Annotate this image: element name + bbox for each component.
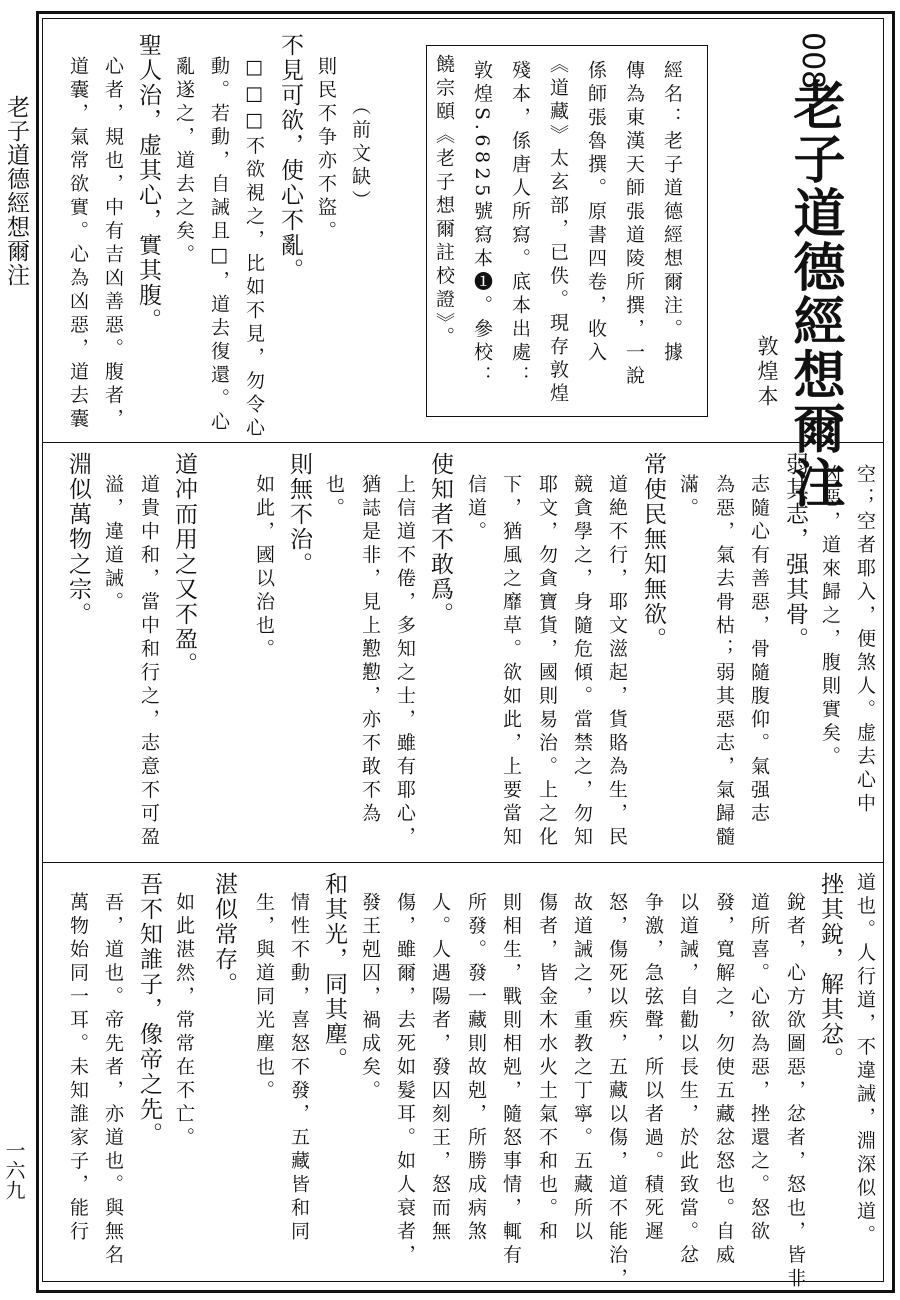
info-line-4: 殘本，係唐人所寫。底本出處： [509,60,531,389]
mid-col-20: 溢，違道誡。 [102,474,124,615]
top-col-5: 亂遂之，道去之矣。 [173,56,195,268]
bot-col-9: 傷者，皆金木水火土氣不和也。和 [536,892,558,1245]
info-line-5: 敦煌S.6825號寫本❶。參校： [471,60,493,389]
bot-col-8: 故道誡之，重教之丁寧。五藏所以 [571,892,593,1245]
bot-col-16: 情性不動，喜怒不發，五藏皆和同 [288,892,310,1245]
mid-col-18: 道冲而用之又不盈。 [171,452,197,677]
bot-col-20: 吾不知誰子，像帝之先。 [136,872,162,1147]
entry-number: 008 [795,32,830,90]
mid-col-2: 弱其志，强其骨。 [782,452,808,652]
mid-col-12: 使知者不敢爲。 [427,452,453,627]
bot-col-2: 銳者，心方欲圖惡，忿者，怒也，皆非 [784,892,806,1292]
info-line-2: 係師張魯撰。原書四卷，收入 [585,60,607,366]
bot-col-22: 萬物始同一耳。未知誰家子，能行 [67,892,89,1245]
bot-col-5: 以道誡，自勸以長生，於此致當。忿 [677,892,699,1268]
info-line-3: 《道藏》太玄部，已佚。現存敦煌 [547,54,569,407]
divider-top [42,442,883,443]
mid-col-7: 道絶不行，耶文滋起，貨賂為生，民 [606,474,628,850]
bot-col-21: 吾，道也。帝先者，亦道也。與無名 [102,892,124,1268]
bot-col-1: 挫其銳，解其忿。 [817,872,843,1072]
mid-col-14: 猶誌是非，見上懃懃，亦不敢不為 [359,474,381,827]
bot-col-15: 和其光，同其塵。 [321,872,347,1072]
top-col-0: （前文缺） [349,96,371,214]
mid-col-3: 志隨心有善惡，骨隨腹仰。氣强志 [748,474,770,827]
mid-col-9: 耶文，勿貪寶貨，國則易治。上之化 [536,474,558,850]
mid-col-17: 如此，國以治也。 [253,474,275,662]
bot-col-19: 如此湛然，常常在不亡。 [173,892,195,1151]
top-col-7: 心者，規也，中有吉凶善惡。腹者， [102,56,124,432]
mid-col-16: 則無不治。 [286,452,312,577]
info-line-0: 經名：老子道德經想爾注。據 [661,60,683,366]
top-col-1: 則民不争亦不盜。 [315,56,337,244]
top-col-4: 動。若動，自誡且□，道去復還。心 [208,56,230,435]
top-col-3: □□□不欲視之，比如不見，勿令心 [243,56,265,441]
mid-col-19: 道貴中和，當中和行之，志意不可盈 [138,474,160,850]
top-col-6: 聖人治，虚其心，實其腹。 [135,33,161,333]
page-title: 老子道德經想爾注 [784,78,844,510]
mid-col-11: 信道。 [465,474,487,545]
bot-col-18: 湛似常存。 [211,872,237,997]
info-line-6: 饒宗頤《老子想爾註校證》。 [433,54,455,350]
bot-col-12: 人。人遇陽者，發囚刻王，怒而無 [429,892,451,1245]
bot-col-3: 道所喜。心欲為惡，挫還之。怒欲 [748,892,770,1245]
bot-col-10: 則相生，戰則相剋，隨怒事情，輒有 [500,892,522,1268]
mid-col-1: 凶惡，道來歸之，腹則實矣。 [819,464,841,770]
top-col-8: 道囊，氣常欲實。心為凶惡，道去囊 [67,56,89,432]
bot-col-0: 道也。人行道，不違誡，淵深似道。 [854,872,876,1248]
bot-col-14: 發王剋囚，禍成矣。 [359,892,381,1104]
info-line-1: 傳為東漢天師張道陵所撰，一說 [623,60,645,389]
edition-label: 敦煌本 [755,335,779,410]
mid-col-10: 下，猶風之靡草。欲如此，上要當知 [500,474,522,850]
mid-col-15: 也。 [323,474,345,521]
bot-col-13: 傷，雖爾，去死如髮耳。如人衰者， [394,892,416,1268]
mid-col-5: 滿。 [677,474,699,521]
margin-title: 老子道德經想爾注 [3,95,29,287]
bot-col-17: 生，與道同光塵也。 [253,892,275,1104]
mid-col-4: 為惡，氣去骨枯；弱其惡志，氣歸髓 [713,474,735,850]
bot-col-11: 所發。發一藏則故剋，所勝成病煞 [465,892,487,1245]
mid-col-8: 競貪學之，身隨危傾。當禁之，勿知 [571,474,593,850]
mid-col-0: 空；空者耶入，便煞人。虚去心中 [854,464,876,817]
bot-col-4: 發，寬解之，勿使五藏忿怒也。自威 [713,892,735,1268]
page-number: 一六九 [2,1140,26,1200]
mid-col-13: 上信道不倦，多知之士，雖有耶心， [394,474,416,850]
bot-col-6: 争激，急弦聲，所以者過。積死遲 [642,892,664,1245]
mid-col-6: 常使民無知無欲。 [640,452,666,652]
top-col-2: 不見可欲，使心不亂。 [277,33,303,283]
bot-col-7: 怒，傷死以疾，五藏以傷，道不能治， [606,892,628,1292]
mid-col-21: 淵似萬物之宗。 [65,452,91,627]
divider-middle [42,862,883,863]
